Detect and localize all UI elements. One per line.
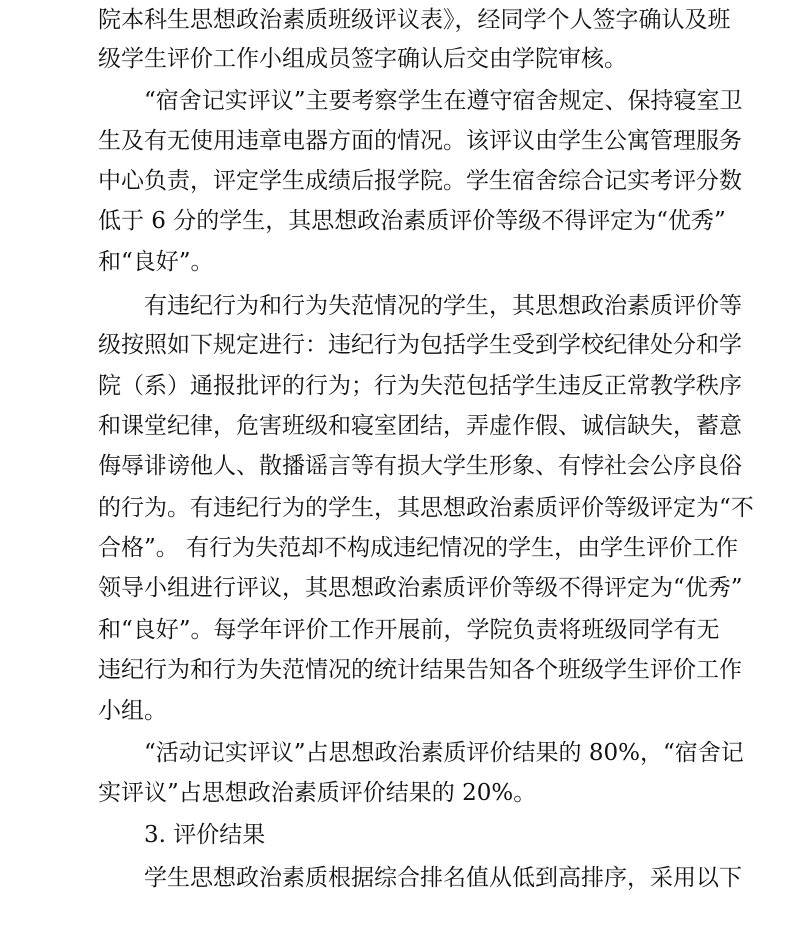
text-line: “活动记实评议”占思想政治素质评价结果的 80%，“宿舍记 (144, 740, 744, 766)
text-line: 实评议”占思想政治素质评价结果的 20%。 (98, 780, 537, 806)
text-line: 领导小组进行评议，其思想政治素质评价等级不得评定为“优秀” (98, 575, 743, 601)
text-line: 院（系）通报批评的行为；行为失范包括学生违反正常教学秩序 (98, 373, 742, 399)
text-line: 院本科生思想政治素质班级评议表》，经同学个人签字确认及班 (98, 7, 731, 33)
text-line: 的行为。有违纪行为的学生，其思想政治素质评价等级评定为“不 (98, 495, 754, 521)
text-line: 有违纪行为和行为失范情况的学生，其思想政治素质评价等 (144, 293, 742, 319)
text-line: 低于 6 分的学生，其思想政治素质评价等级不得评定为“优秀” (98, 208, 726, 234)
text-line: “宿舍记实评议”主要考察学生在遵守宿舍规定、保持寝室卫 (144, 88, 743, 114)
text-line: 3. 评价结果 (144, 822, 266, 848)
text-line: 中心负责，评定学生成绩后报学院。学生宿舍综合记实考评分数 (98, 168, 742, 194)
text-line: 学生思想政治素质根据综合排名值从低到高排序，采用以下 (144, 865, 742, 891)
text-line: 和“良好”。 (98, 249, 214, 275)
text-line: 级学生评价工作小组成员签字确认后交由学院审核。 (98, 46, 627, 72)
text-line: 和课堂纪律，危害班级和寝室团结，弄虚作假、诚信缺失，蓄意 (98, 413, 742, 439)
text-line: 侮辱诽谤他人、散播谣言等有损大学生形象、有悖社会公序良俗 (98, 453, 742, 479)
text-line: 和“良好”。每学年评价工作开展前，学院负责将班级同学有无 (98, 617, 720, 643)
text-line: 合格”。 有行为失范却不构成违纪情况的学生，由学生评价工作 (98, 535, 739, 561)
text-line: 生及有无使用违章电器方面的情况。该评议由学生公寓管理服务 (98, 128, 742, 154)
text-line: 级按照如下规定进行：违纪行为包括学生受到学校纪律处分和学 (98, 332, 742, 358)
text-line: 小组。 (98, 698, 167, 724)
text-line: 违纪行为和行为失范情况的统计结果告知各个班级学生评价工作 (98, 657, 742, 683)
